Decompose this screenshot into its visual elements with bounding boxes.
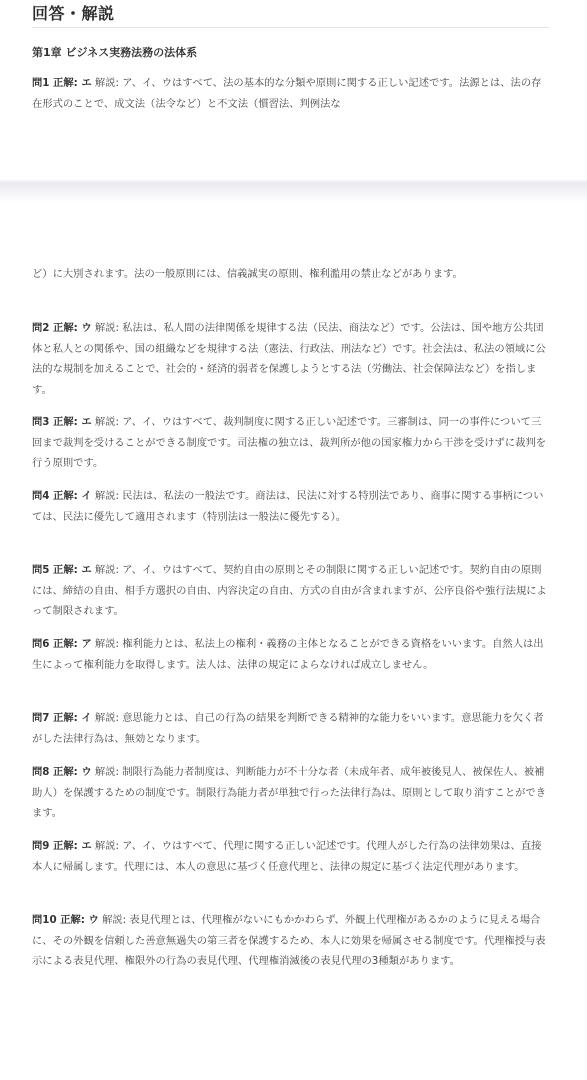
answer-5 — [32, 560, 550, 622]
answer-text: 解説: ア、イ、ウはすべて、裁判制度に関する正しい記述です。三審制は、同一の事件について三回まで裁判を受けることができる制度です。司法権の独立は、裁判所が他の国家権力から干渉を受けずに裁判を行う原則です。 — [32, 416, 547, 469]
answer-text: 解説: 表見代理とは、代理権がないにもかかわらず、外観上代理権があるかのように見える場合に、その外観を信頼した善意無過失の第三者を保護するため、本人に効果を帰属させる制度です。代理権授与表示による表見代理、権限外の行為の表見代理、代理権消滅後の表見代理の3種類があります。 — [32, 914, 546, 967]
answer-label: 問4 正解: イ — [32, 490, 92, 502]
answer-2 — [32, 318, 550, 400]
answer-9 — [32, 836, 550, 877]
answer-text: 解説: 私法は、私人間の法律関係を規律する法（民法、商法など）です。公法は、国や地方公共団体と私人との関係や、国の組織などを規律する法（憲法、行政法、刑法など）です。社会法は、私法の領域に公法的な規制を加えることで、社会的・経済的弱者を保護しようとする法（労働法、社会保障法など）を指します。 — [32, 322, 546, 396]
answer-label: 問7 正解: イ — [32, 712, 92, 724]
answer-label: 問8 正解: ウ — [32, 766, 92, 778]
answer-10 — [32, 910, 550, 972]
answer-text: 解説: 制限行為能力者制度は、判断能力が不十分な者（未成年者、成年被後見人、被保佐人、被補助人）を保護するための制度です。制限行為能力者が単独で行った法律行為は、原則として取り消すことができます。 — [32, 766, 547, 819]
answer-1-continued — [32, 264, 550, 285]
title-divider — [32, 27, 549, 28]
page-break — [0, 182, 587, 202]
answer-text: 解説: ア、イ、ウはすべて、契約自由の原則とその制限に関する正しい記述です。契約自由の原則には、締結の自由、相手方選択の自由、内容決定の自由、方式の自由が含まれますが、公序良俗や強行法規によって制限されます。 — [32, 564, 547, 617]
answer-label: 問10 正解: ウ — [32, 914, 99, 926]
answer-text: ど）に大別されます。法の一般原則には、信義誠実の原則、権利濫用の禁止などがあります。 — [32, 268, 463, 280]
answer-label: 問5 正解: エ — [32, 564, 92, 576]
chapter-heading: 第1章 ビジネス実務法務の法体系 — [32, 46, 198, 59]
answer-3 — [32, 412, 550, 474]
answer-6 — [32, 634, 550, 675]
page-title: 回答・解説 — [32, 4, 115, 23]
answer-text: 解説: 民法は、私法の一般法です。商法は、民法に対する特別法であり、商事に関する事柄については、民法に優先して適用されます（特別法は一般法に優先する）。 — [32, 490, 544, 523]
answer-1 — [32, 73, 550, 114]
answer-7 — [32, 708, 550, 749]
answer-text: 解説: 権利能力とは、私法上の権利・義務の主体となることができる資格をいいます。自然人は出生によって権利能力を取得します。法人は、法律の規定によらなければ成立しません。 — [32, 638, 544, 671]
answer-label: 問2 正解: ウ — [32, 322, 92, 334]
answer-text: 解説: ア、イ、ウはすべて、代理に関する正しい記述です。代理人がした行為の法律効果は、直接本人に帰属します。代理には、本人の意思に基づく任意代理と、法律の規定に基づく法定代理があります。 — [32, 840, 542, 873]
answer-label: 問1 正解: エ — [32, 77, 92, 89]
answer-text: 解説: 意思能力とは、自己の行為の結果を判断できる精神的な能力をいいます。意思能力を欠く者がした法律行為は、無効となります。 — [32, 712, 544, 745]
answer-label: 問3 正解: エ — [32, 416, 92, 428]
answer-text: 解説: ア、イ、ウはすべて、法の基本的な分類や原則に関する正しい記述です。法源とは、法の存在形式のことで、成文法（法令など）と不文法（慣習法、判例法な — [32, 77, 542, 110]
answer-label: 問6 正解: ア — [32, 638, 92, 650]
answer-4 — [32, 486, 550, 527]
answer-8 — [32, 762, 550, 824]
answer-label: 問9 正解: エ — [32, 840, 92, 852]
